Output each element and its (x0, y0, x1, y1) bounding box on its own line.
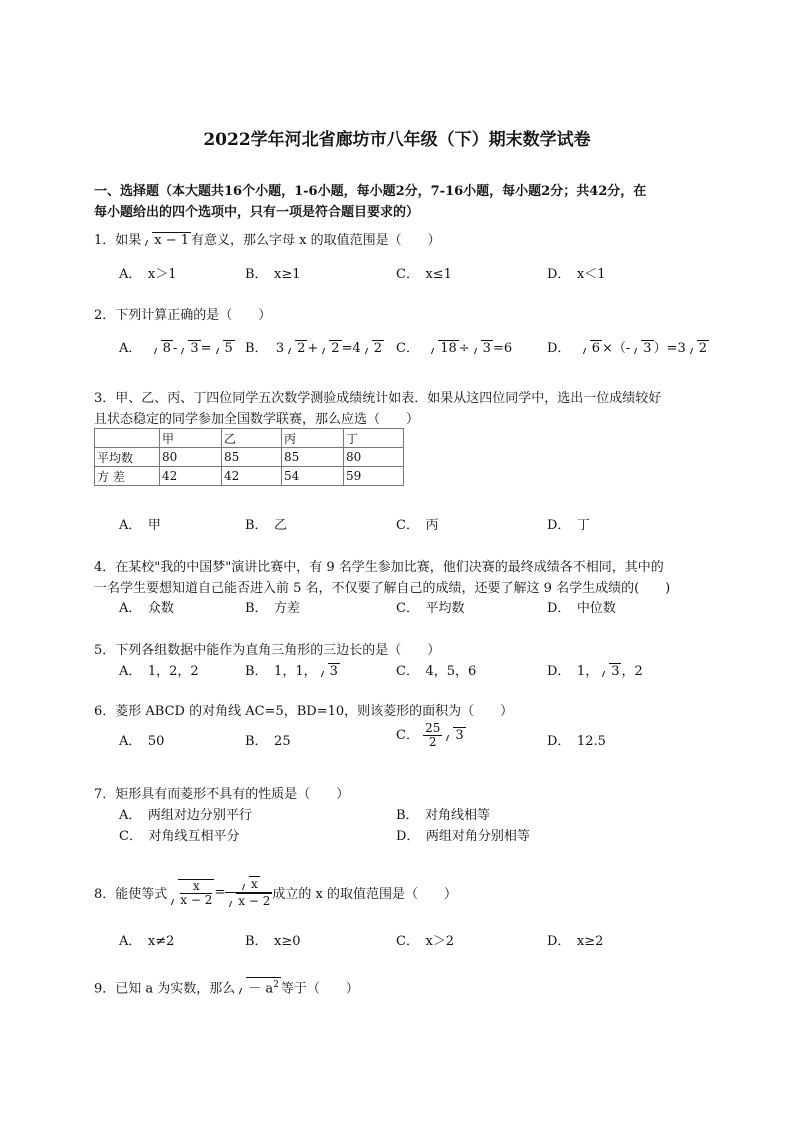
table-cell: 丁 (344, 429, 404, 448)
q6-c-rad (444, 727, 465, 743)
q2-b-label: B． (245, 341, 268, 356)
q6-option-b[interactable]: B． 25 (245, 734, 291, 749)
q2-d-rad2 (632, 340, 653, 356)
q2-b-r2: 2 (331, 341, 340, 356)
q4-option-a[interactable]: A． 众数 (119, 601, 174, 616)
q6-c-fraction (423, 722, 442, 749)
question-3-line1: 3．甲、乙、丙、丁四位同学五次数学测验成绩统计如表．如果从这四位同学中，选出一位成绩较好 (94, 391, 662, 406)
q6-c-label: C． (396, 728, 419, 743)
question-5-stem: 5．下列各组数据中能作为直角三角形的三边长的是（ ） (94, 643, 441, 658)
q8-pre: 8．能使等式 (94, 887, 168, 902)
q2-c-r2: 3 (482, 341, 491, 356)
q2-b-eq: =4 (341, 341, 361, 356)
q7-option-a[interactable]: A． 两组对边分别平行 (119, 808, 252, 823)
score-table (94, 428, 404, 486)
q2-c-eq: =6 (492, 341, 513, 356)
q1-option-d[interactable]: D． x＜1 (547, 267, 606, 282)
q2-a-r2: 3 (190, 341, 199, 356)
q2-c-r1: 18 (440, 341, 457, 356)
q6-c-r: 3 (455, 728, 464, 743)
q7-option-b[interactable]: B． 对角线相等 (396, 808, 491, 823)
table-cell: 方 差 (95, 467, 160, 486)
q1-option-a[interactable]: A． x＞1 (119, 267, 177, 282)
question-4-line1: 4．在某校"我的中国梦"演讲比赛中，有 9 名学生参加比赛，他们决赛的最终成绩各不相同，其中的 (94, 560, 664, 575)
page-title: 2022学年河北省廊坊市八年级（下）期末数学试卷 (203, 130, 591, 150)
q3-option-a[interactable]: A． 甲 (119, 518, 161, 533)
q2-b-r1: 2 (297, 341, 306, 356)
table-cell: 乙 (222, 429, 282, 448)
q8-left-den: x − 2 (180, 892, 213, 907)
q2-a-r1: 8 (162, 341, 171, 356)
q5-b-pre: B． 1，1， (245, 664, 317, 679)
q8-left-fraction (180, 880, 212, 907)
q6-c-den: 2 (428, 735, 437, 749)
q2-a-rad3 (214, 340, 235, 356)
q8-right-num-rad (240, 876, 260, 892)
q5-d-pre: D． 1， (547, 664, 599, 679)
q8-right-num-r: x (250, 877, 258, 891)
q8-right-den-r: x − 2 (238, 894, 271, 908)
q5-b-r: 3 (329, 664, 338, 679)
section-heading-line1: 一、选择题（本大题共16个小题，1-6小题，每小题2分，7-16小题，每小题2分；共42分，在 (94, 184, 647, 199)
q7-option-d[interactable]: D． 两组对角分别相等 (396, 829, 530, 844)
q3-option-c[interactable]: C． 丙 (396, 518, 439, 533)
q8-right-num (225, 876, 272, 893)
q6-c-num: 25 (425, 721, 441, 735)
table-cell: 丙 (282, 429, 344, 448)
q5-option-b[interactable] (245, 660, 340, 679)
q2-d-rad1 (581, 340, 602, 356)
q2-b-rad1 (286, 340, 307, 356)
q2-option-d[interactable] (547, 337, 709, 356)
question-7-stem: 7．矩形具有而菱形不具有的性质是（ ） (94, 787, 350, 802)
q2-a-eq: = (200, 341, 212, 356)
question-1-stem (94, 229, 441, 248)
q2-b-rad2 (320, 340, 341, 356)
q2-d-close: ）=3 (653, 341, 686, 356)
q2-d-r2: 3 (643, 341, 652, 356)
table-cell: 85 (222, 448, 282, 467)
table-cell: 甲 (160, 429, 222, 448)
q5-d-r: 3 (611, 664, 620, 679)
table-cell: 80 (160, 448, 222, 467)
table-cell: 42 (222, 467, 282, 486)
q2-c-rad1 (429, 340, 459, 356)
table-cell: 80 (344, 448, 404, 467)
q2-b-op: + (307, 341, 319, 356)
q8-option-c[interactable]: C． x＞2 (396, 934, 455, 949)
q8-left-radical (169, 879, 214, 907)
q8-left-num: x (180, 880, 212, 894)
q5-d-rad (600, 663, 621, 679)
q2-c-label: C． (396, 341, 419, 356)
q2-c-op: ÷ (458, 341, 470, 356)
q2-b-rad3 (363, 340, 384, 356)
table-cell: 85 (282, 448, 344, 467)
question-3-line2: 且状态稳定的同学参加全国数学联赛，那么应选（ ） (94, 412, 420, 427)
question-9-stem (94, 977, 359, 996)
q2-option-a[interactable] (119, 337, 235, 356)
q3-option-d[interactable]: D． 丁 (547, 518, 590, 533)
q2-a-rad1 (152, 340, 173, 356)
q4-option-c[interactable]: C． 平均数 (396, 601, 465, 616)
q2-option-b[interactable] (245, 337, 384, 356)
q8-right-den-rad (227, 893, 272, 909)
table-header-row (95, 429, 404, 448)
q8-eq: = (214, 885, 226, 900)
table-cell (95, 429, 160, 448)
q9-radicand-base: － a (248, 981, 274, 997)
q1-radical (143, 232, 191, 248)
q2-c-rad2 (472, 340, 493, 356)
q6-option-a[interactable]: A． 50 (119, 734, 165, 749)
q1-post: 有意义，那么字母 x 的取值范围是（ ） (191, 233, 441, 248)
q9-radical (237, 977, 281, 996)
q2-a-r3: 5 (224, 341, 233, 356)
question-2-stem: 2．下列计算正确的是（ ） (94, 308, 272, 323)
q2-d-label: D． (547, 341, 571, 356)
q8-option-a[interactable]: A． x≠2 (119, 934, 175, 949)
q8-left-radicand (178, 879, 214, 907)
q4-option-d[interactable]: D． 中位数 (547, 601, 616, 616)
question-6-stem: 6．菱形 ABCD 的对角线 AC=5，BD=10，则该菱形的面积为（ ） (94, 704, 514, 719)
q2-a-label: A． (119, 341, 142, 356)
q2-a-op: - (172, 341, 178, 356)
q8-right-fraction (225, 876, 272, 909)
q4-option-b[interactable]: B． 方差 (245, 601, 301, 616)
q5-b-rad (319, 663, 340, 679)
q2-option-c[interactable] (396, 337, 512, 356)
q5-option-a[interactable]: A． 1，2，2 (119, 664, 199, 679)
q5-option-c[interactable]: C． 4，5，6 (396, 664, 477, 679)
q6-option-c[interactable] (396, 722, 466, 749)
table-cell: 59 (344, 467, 404, 486)
q9-pre: 9．已知 a 为实数，那么 (94, 981, 236, 997)
table-row (95, 448, 404, 467)
q1-option-b[interactable]: B． x≥1 (245, 267, 301, 282)
q9-post: 等于（ ） (280, 981, 359, 997)
q1-pre: 1．如果 (94, 233, 142, 248)
table-cell: 42 (160, 467, 222, 486)
q2-b-c1: 3 (275, 341, 285, 356)
table-row (95, 467, 404, 486)
q2-d-r1: 6 (591, 341, 600, 356)
section-heading-line2: 每小题给出的四个选项中，只有一项是符合题目要求的） (94, 205, 420, 220)
table-cell: 平均数 (95, 448, 160, 467)
q3-option-b[interactable]: B． 乙 (245, 518, 288, 533)
q6-option-d[interactable]: D． 12.5 (547, 734, 606, 749)
question-8-stem (94, 876, 457, 909)
q2-d-mid: ×（- (601, 341, 631, 356)
question-4-line2: 一名学生要想知道自己能否进入前 5 名，不仅要了解自己的成绩，还要了解这 9 名学生成绩的( ) (94, 581, 671, 596)
q8-option-d[interactable]: D． x≥2 (547, 934, 604, 949)
q8-post: 成立的 x 的取值范围是（ ） (272, 887, 457, 902)
q2-d-r3: 2 (698, 341, 708, 356)
q1-option-c[interactable]: C． x≤1 (396, 267, 452, 282)
q8-option-b[interactable]: B． x≥0 (245, 934, 301, 949)
q5-d-post: ，2 (621, 664, 643, 679)
q2-d-rad3 (688, 340, 709, 356)
q1-radicand: x − 1 (154, 233, 190, 248)
q7-option-c[interactable]: C． 对角线互相平分 (119, 829, 240, 844)
table-cell: 54 (282, 467, 344, 486)
q9-exponent: 2 (273, 980, 279, 990)
q9-radicand (246, 977, 281, 996)
q5-option-d[interactable] (547, 660, 643, 679)
q8-right-den (225, 893, 272, 909)
q2-a-rad2 (179, 340, 200, 356)
q2-b-r3: 2 (373, 341, 383, 356)
